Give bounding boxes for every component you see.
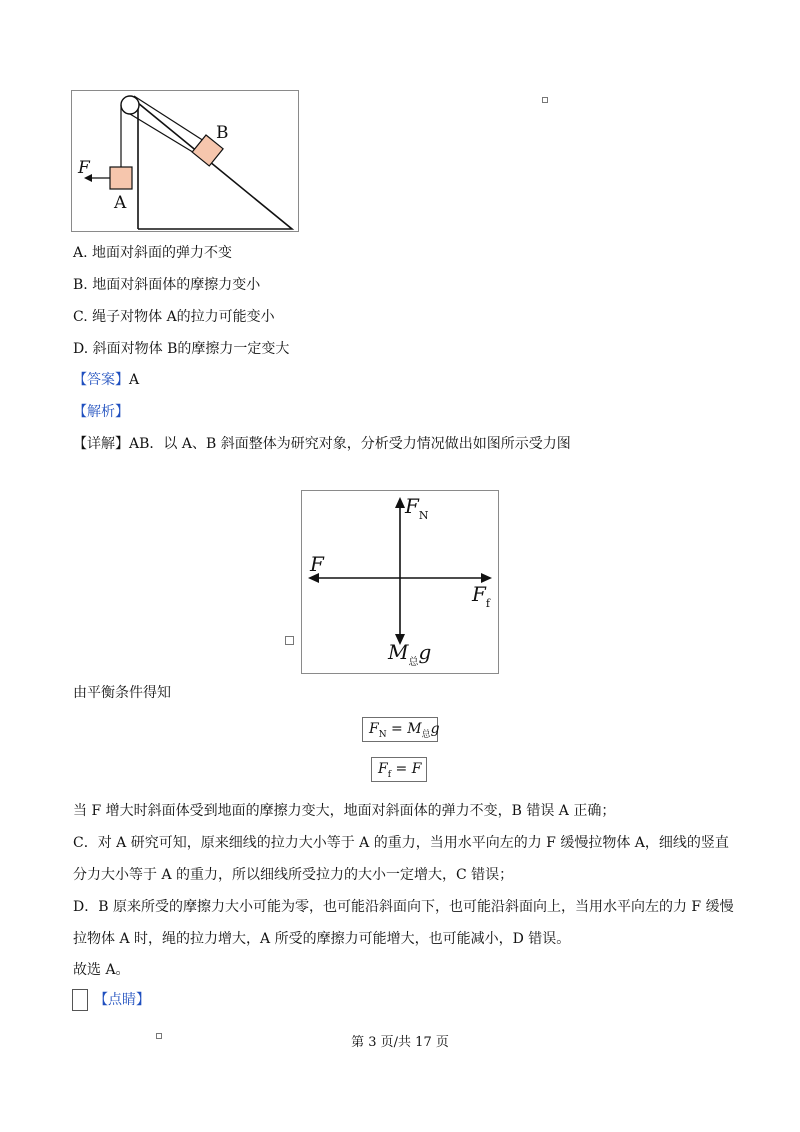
option-c: C. 绳子对物体 A的拉力可能变小 [73, 309, 275, 325]
option-d: D. 斜面对物体 B的摩擦力一定变大 [73, 341, 290, 357]
option-b: B. 地面对斜面体的摩擦力变小 [73, 277, 261, 293]
detail-text: AB．以 A、B 斜面整体为研究对象，分析受力情况做出如图所示受力图 [129, 436, 571, 452]
label-f-left: F [310, 552, 324, 576]
force-diagram [301, 490, 499, 674]
detail-tag: 【详解】 [73, 436, 129, 452]
paragraph-2-line-1: C．对 A 研究可知，原来细线的拉力大小等于 A 的重力，当用水平向左的力 F 缓慢拉物体 A，细线的竖直 [73, 835, 729, 851]
page-footer: 第 3 页/共 17 页 [351, 1035, 449, 1050]
paragraph-1: 当 F 增大时斜面体受到地面的摩擦力变大，地面对斜面体的弹力不变，B 错误 A 正确； [73, 803, 616, 819]
label-mg: $M_总g$ [388, 640, 432, 668]
label-ff: $F_f$ [472, 582, 490, 610]
answer-value: A [129, 372, 140, 388]
force-diagram-svg [302, 491, 498, 673]
note-checkbox [72, 989, 88, 1011]
paragraph-2-line-2: 分力大小等于 A 的重力，所以细线所受拉力的大小一定增大，C 错误； [73, 867, 514, 883]
answer-tag: 【答案】 [73, 372, 129, 388]
point-tag: 【点睛】 [94, 992, 150, 1008]
incline-figure [71, 90, 299, 232]
answer-line [73, 371, 139, 389]
conclusion: 故选 A。 [73, 962, 130, 978]
option-a: A. 地面对斜面的弹力不变 [73, 245, 233, 261]
equilibrium-text: 由平衡条件得知 [73, 685, 171, 701]
label-a: A [114, 193, 127, 213]
rope-incline-2 [130, 114, 196, 154]
incline-figure-svg [72, 91, 298, 231]
incline-triangle [138, 103, 292, 229]
formula-ff-equals-f: $F_f = F$ [371, 757, 427, 782]
paragraph-3-line-2: 拉物体 A 时，绳的拉力增大，A 所受的摩擦力可能增大，也可能减小，D 错误。 [73, 931, 571, 947]
stray-mark-top [542, 97, 548, 103]
arrow-up [395, 497, 405, 508]
rope-incline [134, 96, 204, 141]
block-a [110, 167, 132, 189]
label-fn: $F_N$ [405, 494, 429, 522]
formula-fn-equals-mg: $F_N = M_总g$ [362, 717, 438, 742]
label-b: B [216, 123, 229, 143]
stray-mark-figure [285, 636, 294, 645]
detail-line [73, 435, 571, 453]
pulley [121, 96, 139, 114]
label-f: F [78, 158, 90, 178]
paragraph-3-line-1: D．B 原来所受的摩擦力大小可能为零，也可能沿斜面向下，也可能沿斜面向上，当用水平向左的力 F 缓慢 [73, 899, 734, 915]
analysis-tag: 【解析】 [73, 404, 129, 420]
